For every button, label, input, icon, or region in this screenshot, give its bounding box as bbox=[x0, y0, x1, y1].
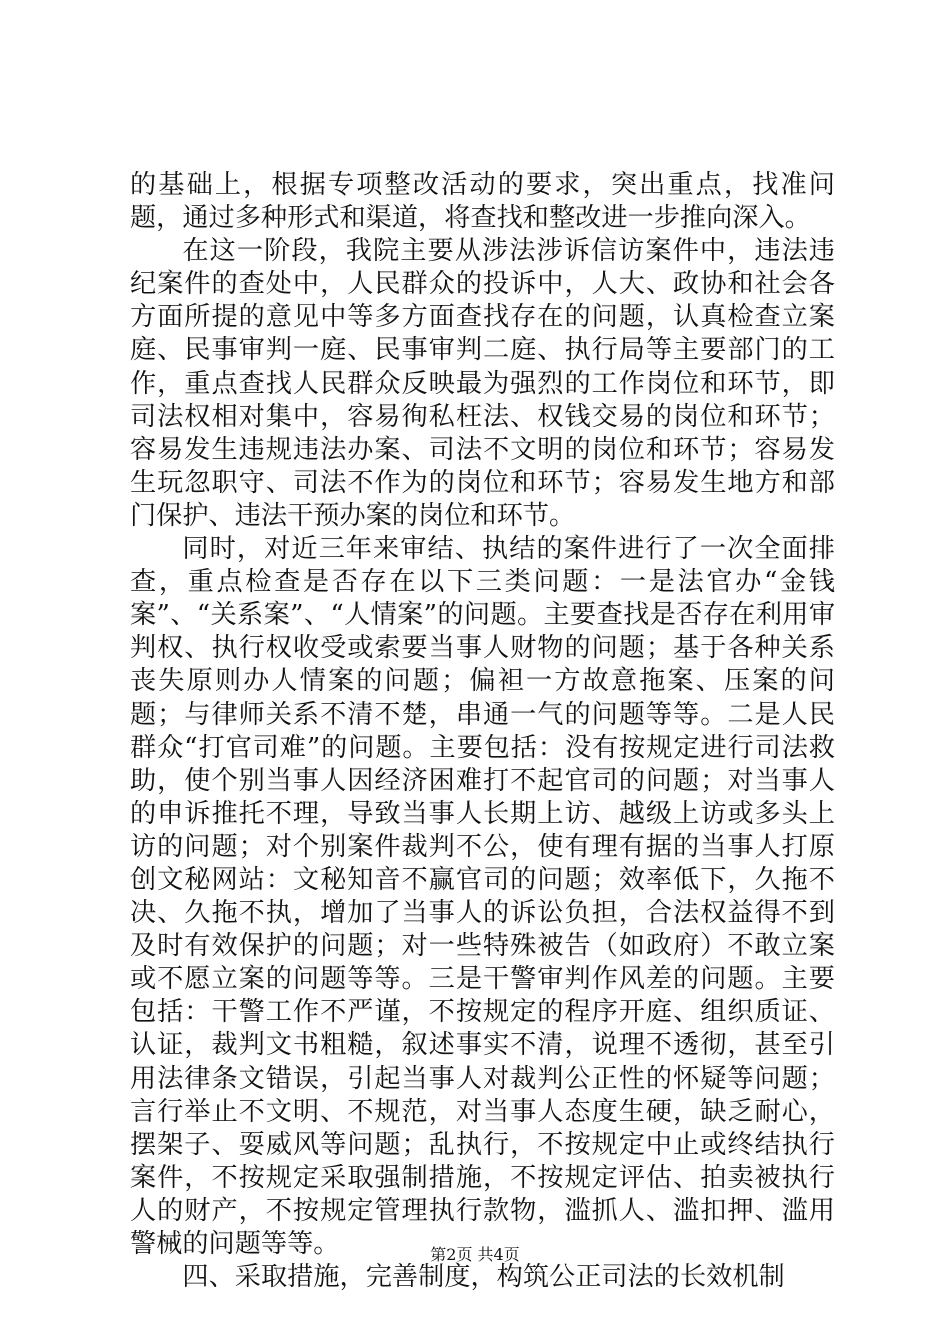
section-heading-measures: 四、采取措施，完善制度，构筑公正司法的长效机制 bbox=[182, 1262, 785, 1293]
paragraph-inspection-scope: 在这一阶段，我院主要从涉法涉诉信访案件中，违法违纪案件的查处中，人民群众的投诉中，人大、政协和社会各方面所提的意见中等多方面查找存在的问题，认真检查立案庭、民事审判一庭、民事审判二庭、执行局等主要部门的工作，重点查找人民群众反映最为强烈的工作岗位和环节，即司法权相对集中，容易徇私枉法、权钱交易的岗位和环节；容易发生违规违法办案、司法不文明的岗位和环节；容易发生玩忽职守、司法不作为的岗位和环节；容易发生地方和部门保护、违法干预办案的岗位和环节。 bbox=[130, 236, 835, 531]
document-body bbox=[130, 169, 835, 1294]
page-number-footer: 第2页 共4页 bbox=[430, 1245, 520, 1264]
paragraph-continuation: 的基础上，根据专项整改活动的要求，突出重点，找准问题，通过多种形式和渠道，将查找和整改进一步推向深入。 bbox=[130, 170, 835, 234]
paragraph-case-review: 同时，对近三年来审结、执结的案件进行了一次全面排查，重点检查是否存在以下三类问题：一是法官办“金钱案”、“关系案”、“人情案”的问题。主要查找是否存在利用审判权、执行权收受或索要当事人财物的问题；基于各种关系丧失原则办人情案的问题；偏袒一方故意拖案、压案的问题；与律师关系不清不楚，串通一气的问题等等。二是人民群众“打官司难”的问题。主要包括：没有按规定进行司法救助，使个别当事人因经济困难打不起官司的问题；对当事人的申诉推托不理，导致当事人长期上访、越级上访或多头上访的问题；对个别案件裁判不公，使有理有据的当事人打原创文秘网站：文秘知音不赢官司的问题；效率低下，久拖不决、久拖不执，增加了当事人的诉讼负担，合法权益得不到及时有效保护的问题；对一些特殊被告（如政府）不敢立案或不愿立案的问题等等。三是干警审判作风差的问题。主要包括：干警工作不严谨，不按规定的程序开庭、组织质证、认证，裁判文书粗糙，叙述事实不清，说理不透彻，甚至引用法律条文错误，引起当事人对裁判公正性的怀疑等问题；言行举止不文明、不规范，对当事人态度生硬，缺乏耐心，摆架子、耍威风等问题；乱执行，不按规定中止或终结执行案件，不按规定采取强制措施，不按规定评估、拍卖被执行人的财产，不按规定管理执行款物，滥抓人、滥扣押、滥用警械的问题等等。 bbox=[130, 534, 835, 1259]
